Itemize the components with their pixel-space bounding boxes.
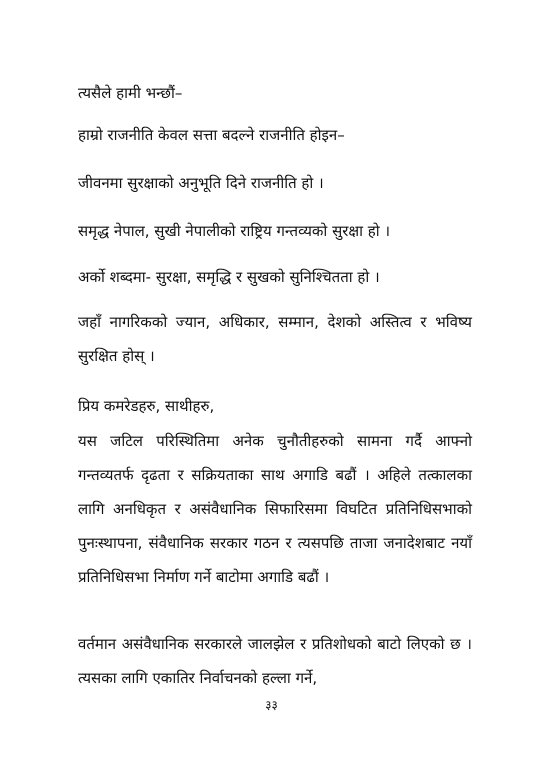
paragraph-8: यस जटिल परिस्थितिमा अनेक चुनौतीहरुको सामना गर्दै आफ्नो गन्तव्यतर्फ दृढता र सक्रियताका साथ अगाडि बढौं । अहिले तत्कालका लागि अनधिकृत र असंवैधानिक सिफारिसमा विघटित प्रतिनिधिसभाको पुनःस्थापना, संवैधानिक सरकार गठन र त्यसपछि ताजा जनादेशबाट नयाँ प्रतिनिधिसभा निर्माण गर्ने बाटोमा अगाडि बढौं । bbox=[78, 432, 472, 586]
paragraph-9: वर्तमान असंवैधानिक सरकारले जालझेल र प्रतिशोधको बाटो लिएको छ । त्यसका लागि एकातिर निर्वाचनको हल्ला गर्ने, bbox=[78, 635, 472, 687]
paragraph-5: अर्को शब्दमा- सुरक्षा, समृद्धि र सुखको सुनिश्चितता हो । bbox=[78, 268, 380, 286]
page-number: ३३ bbox=[265, 698, 278, 712]
paragraph-3: जीवनमा सुरक्षाको अनुभूति दिने राजनीति हो । bbox=[78, 174, 324, 192]
paragraph-2: हाम्रो राजनीति केवल सत्ता बदल्ने राजनीति होइन– bbox=[78, 126, 345, 144]
paragraph-6: जहाँ नागरिकको ज्यान, अधिकार, सम्मान, देशको अस्तित्व र भविष्य सुरक्षित होस् । bbox=[78, 313, 472, 365]
paragraph-1: त्यसैले हामी भन्छौं– bbox=[78, 84, 183, 102]
paragraph-7: प्रिय कमरेडहरु, साथीहरु, bbox=[78, 397, 215, 415]
paragraph-4: समृद्ध नेपाल, सुखी नेपालीको राष्ट्रिय गन्तव्यको सुरक्षा हो । bbox=[78, 222, 391, 240]
